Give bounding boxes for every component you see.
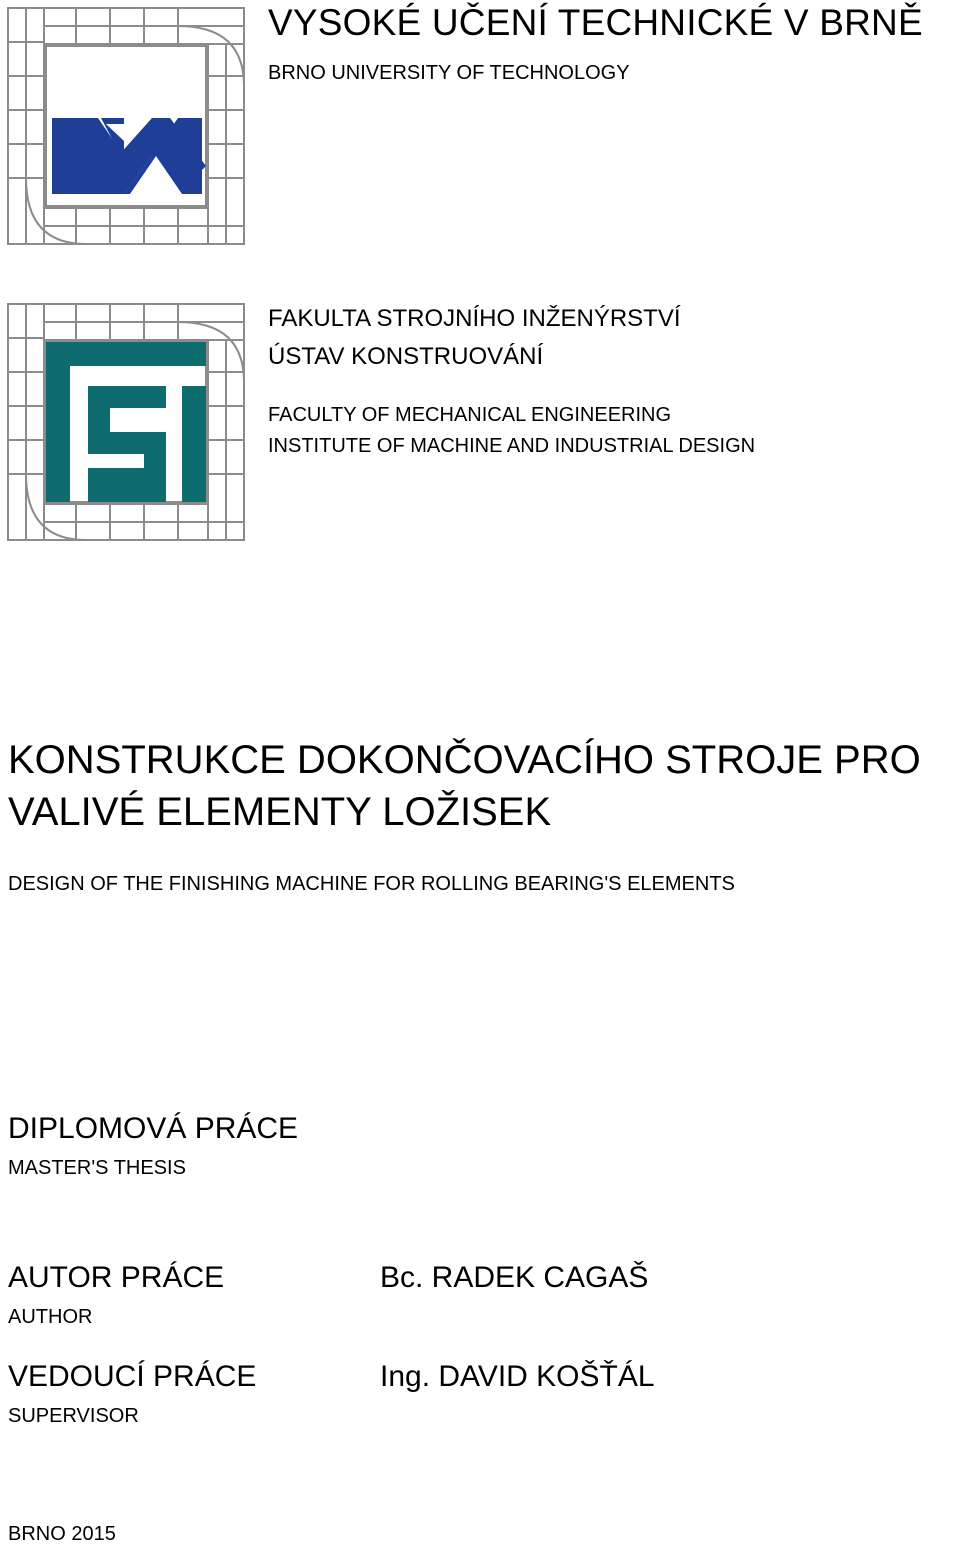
vut-logo-graphic: [6, 6, 246, 246]
city-year: BRNO 2015: [8, 1523, 116, 1545]
fsi-logo-icon: [6, 302, 246, 547]
thesis-title-en: DESIGN OF THE FINISHING MACHINE FOR ROLLING BEARING'S ELEMENTS: [8, 873, 735, 895]
supervisor-label-en: SUPERVISOR: [8, 1405, 139, 1427]
university-name-cz: VYSOKÉ UČENÍ TECHNICKÉ V BRNĚ: [268, 2, 923, 43]
thesis-title-cz-line1: KONSTRUKCE DOKONČOVACÍHO STROJE PRO: [8, 738, 921, 782]
supervisor-label-cz: VEDOUCÍ PRÁCE: [8, 1360, 257, 1393]
fsi-logo-graphic: [6, 302, 246, 542]
vut-logo-icon: [6, 6, 246, 251]
institute-name-en: INSTITUTE OF MACHINE AND INDUSTRIAL DESIGN: [268, 435, 756, 457]
author-label-cz: AUTOR PRÁCE: [8, 1261, 225, 1294]
university-name-en: BRNO UNIVERSITY OF TECHNOLOGY: [268, 62, 630, 84]
thesis-type-cz: DIPLOMOVÁ PRÁCE: [8, 1112, 299, 1145]
faculty-name-en: FACULTY OF MECHANICAL ENGINEERING: [268, 404, 672, 426]
institute-name-cz: ÚSTAV KONSTRUOVÁNÍ: [268, 343, 544, 370]
thesis-title-cz-line2: VALIVÉ ELEMENTY LOŽISEK: [8, 790, 552, 834]
faculty-name-cz: FAKULTA STROJNÍHO INŽENÝRSTVÍ: [268, 305, 681, 332]
author-name: Bc. RADEK CAGAŠ: [380, 1261, 649, 1294]
supervisor-name: Ing. DAVID KOŠŤÁL: [380, 1360, 655, 1393]
author-label-en: AUTHOR: [8, 1306, 93, 1328]
thesis-type-en: MASTER'S THESIS: [8, 1157, 186, 1179]
